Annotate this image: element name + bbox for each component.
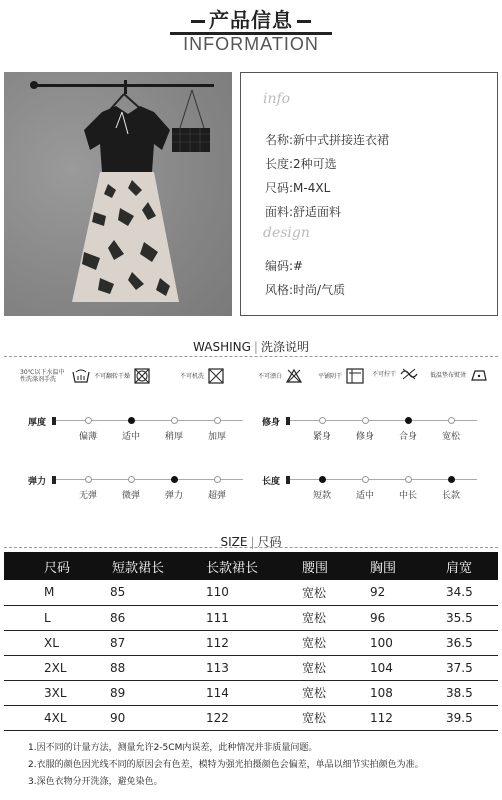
table-cell: 宽松 [298,580,366,605]
table-row [4,705,498,730]
table-cell: 112 [202,630,298,655]
table-cell: 2XL [4,655,104,680]
table-row [4,655,498,680]
wash-item-no-tumble-dry: 不可翻转干燥 [94,368,150,384]
table-cell: 宽松 [298,605,366,630]
header-short-length: 短款裙长 [104,552,202,580]
info-row-code: 编码:# [265,259,304,273]
info-row-fabric: 面料:舒适面料 [265,205,342,219]
table-cell: 37.5 [430,655,498,680]
header-long-length: 长款裙长 [202,552,298,580]
attribute-dot [214,476,221,483]
attribute-dot [128,476,135,483]
info-row-size: 尺码:M-4XL [265,181,331,195]
attribute-3 [262,474,477,510]
table-cell: 100 [366,630,430,655]
table-cell: 110 [202,580,298,605]
attribute-2 [28,474,243,510]
attribute-dot [214,417,221,424]
table-cell: 86 [104,605,202,630]
wash-item-flat-dry: 平铺阴干 [318,368,364,384]
attribute-tick [286,417,290,425]
table-cell: 35.5 [430,605,498,630]
info-row-style: 风格:时尚/气质 [265,283,346,297]
size-heading: SIZE | 尺码 [220,535,282,549]
attribute-label: 弹力 [28,477,47,487]
attribute-option: 加厚 [207,432,227,442]
product-photo [4,72,232,316]
attribute-option: 适中 [355,491,375,501]
info-row-length: 长度:2种可选 [265,157,337,171]
attribute-tick [52,417,56,425]
attribute-0 [28,415,243,451]
wash-item-hand-wash: 30℃以下水温中性洗涤剂手洗 [20,368,90,384]
table-cell: 34.5 [430,580,498,605]
note-2: 2.衣服的颜色因光线不同的原因会有色差，模特为强光拍摄颜色会偏差，单品以细节实拍颜色为准。 [28,760,424,770]
wash-item-no-wring: 不可拧干 [372,368,418,380]
wash-item-low-iron: 低温垫布熨烫 [430,368,488,382]
table-cell: 104 [366,655,430,680]
attribute-dot [85,417,92,424]
hand-wash-icon [72,368,90,384]
flat-dry-icon [346,368,364,384]
attribute-dot-selected [128,417,135,424]
attribute-tick [52,476,56,484]
table-cell: 92 [366,580,430,605]
attribute-option: 超弹 [207,491,227,501]
attribute-option: 微弹 [121,491,141,501]
attribute-dot [362,476,369,483]
table-cell: 111 [202,605,298,630]
table-cell: 114 [202,680,298,705]
table-cell: 4XL [4,705,104,730]
attribute-dot [362,417,369,424]
table-cell: 39.5 [430,705,498,730]
attribute-option: 稍厚 [164,432,184,442]
header-bust: 胸围 [366,552,430,580]
table-cell: 113 [202,655,298,680]
table-cell: 88 [104,655,202,680]
notes [28,740,498,791]
low-iron-icon [470,368,488,382]
table-row [4,605,498,630]
title-text: 产品信息 [209,8,293,32]
note-1: 1.因不同的计量方法，测量允许2-5CM内误差，此种情况并非质量问题。 [28,743,318,753]
attribute-option: 无弹 [78,491,98,501]
title-dash-left [191,20,205,23]
table-cell: 96 [366,605,430,630]
attribute-option: 弹力 [164,491,184,501]
table-cell: 122 [202,705,298,730]
attribute-option: 长款 [441,491,461,501]
no-wring-icon [400,368,418,380]
table-cell: 89 [104,680,202,705]
table-cell: 90 [104,705,202,730]
attribute-dot-selected [319,476,326,483]
attribute-option: 合身 [398,432,418,442]
attribute-dot [85,476,92,483]
table-cell: XL [4,630,104,655]
attribute-dot-selected [448,476,455,483]
no-machine-wash-icon [208,368,224,384]
attribute-label: 长度 [262,477,281,487]
attribute-dot [171,417,178,424]
size-table [4,552,498,731]
title-dash-right [297,20,311,23]
header-shoulder: 肩宽 [430,552,498,580]
attribute-option: 修身 [355,432,375,442]
design-script-label: design [263,225,310,241]
no-tumble-dry-icon [134,368,150,384]
attribute-1 [262,415,477,451]
table-cell: M [4,580,104,605]
header-waist: 腰围 [298,552,366,580]
table-cell: 36.5 [430,630,498,655]
attribute-label: 修身 [262,418,281,428]
table-cell: 宽松 [298,630,366,655]
page-subtitle: INFORMATION [183,34,319,54]
attribute-option: 紧身 [312,432,332,442]
attribute-option: 宽松 [441,432,461,442]
note-3: 3.深色衣物分开洗涤，避免染色。 [28,777,163,787]
washing-icons-row [20,368,490,388]
table-cell: 宽松 [298,655,366,680]
header-size: 尺码 [4,552,104,580]
attribute-option: 适中 [121,432,141,442]
table-cell: 38.5 [430,680,498,705]
table-cell: 85 [104,580,202,605]
table-cell: 3XL [4,680,104,705]
no-bleach-icon [286,368,302,384]
washing-divider [4,356,498,357]
table-cell: 112 [366,705,430,730]
attribute-dot [405,476,412,483]
table-row [4,630,498,655]
attribute-option: 偏薄 [78,432,98,442]
attribute-option: 短款 [312,491,332,501]
attribute-label: 厚度 [28,418,47,428]
table-row [4,680,498,705]
info-card [240,72,498,316]
table-cell: 宽松 [298,705,366,730]
table-cell: L [4,605,104,630]
table-cell: 87 [104,630,202,655]
attribute-dot-selected [171,476,178,483]
attribute-option: 中长 [398,491,418,501]
wash-item-no-bleach: 不可漂白 [258,368,302,384]
table-row [4,580,498,605]
attribute-dot [448,417,455,424]
table-cell: 108 [366,680,430,705]
size-table-header [4,552,498,580]
size-divider [4,547,498,548]
info-script-label: info [263,91,291,107]
attribute-dot-selected [405,417,412,424]
page-title [0,4,502,33]
table-cell: 宽松 [298,680,366,705]
washing-heading: WASHING | 洗涤说明 [193,340,309,354]
wash-item-no-machine-wash: 不可机洗 [180,368,224,384]
info-row-name: 名称:新中式拼接连衣裙 [265,133,390,147]
attribute-dot [319,417,326,424]
attribute-tick [286,476,290,484]
